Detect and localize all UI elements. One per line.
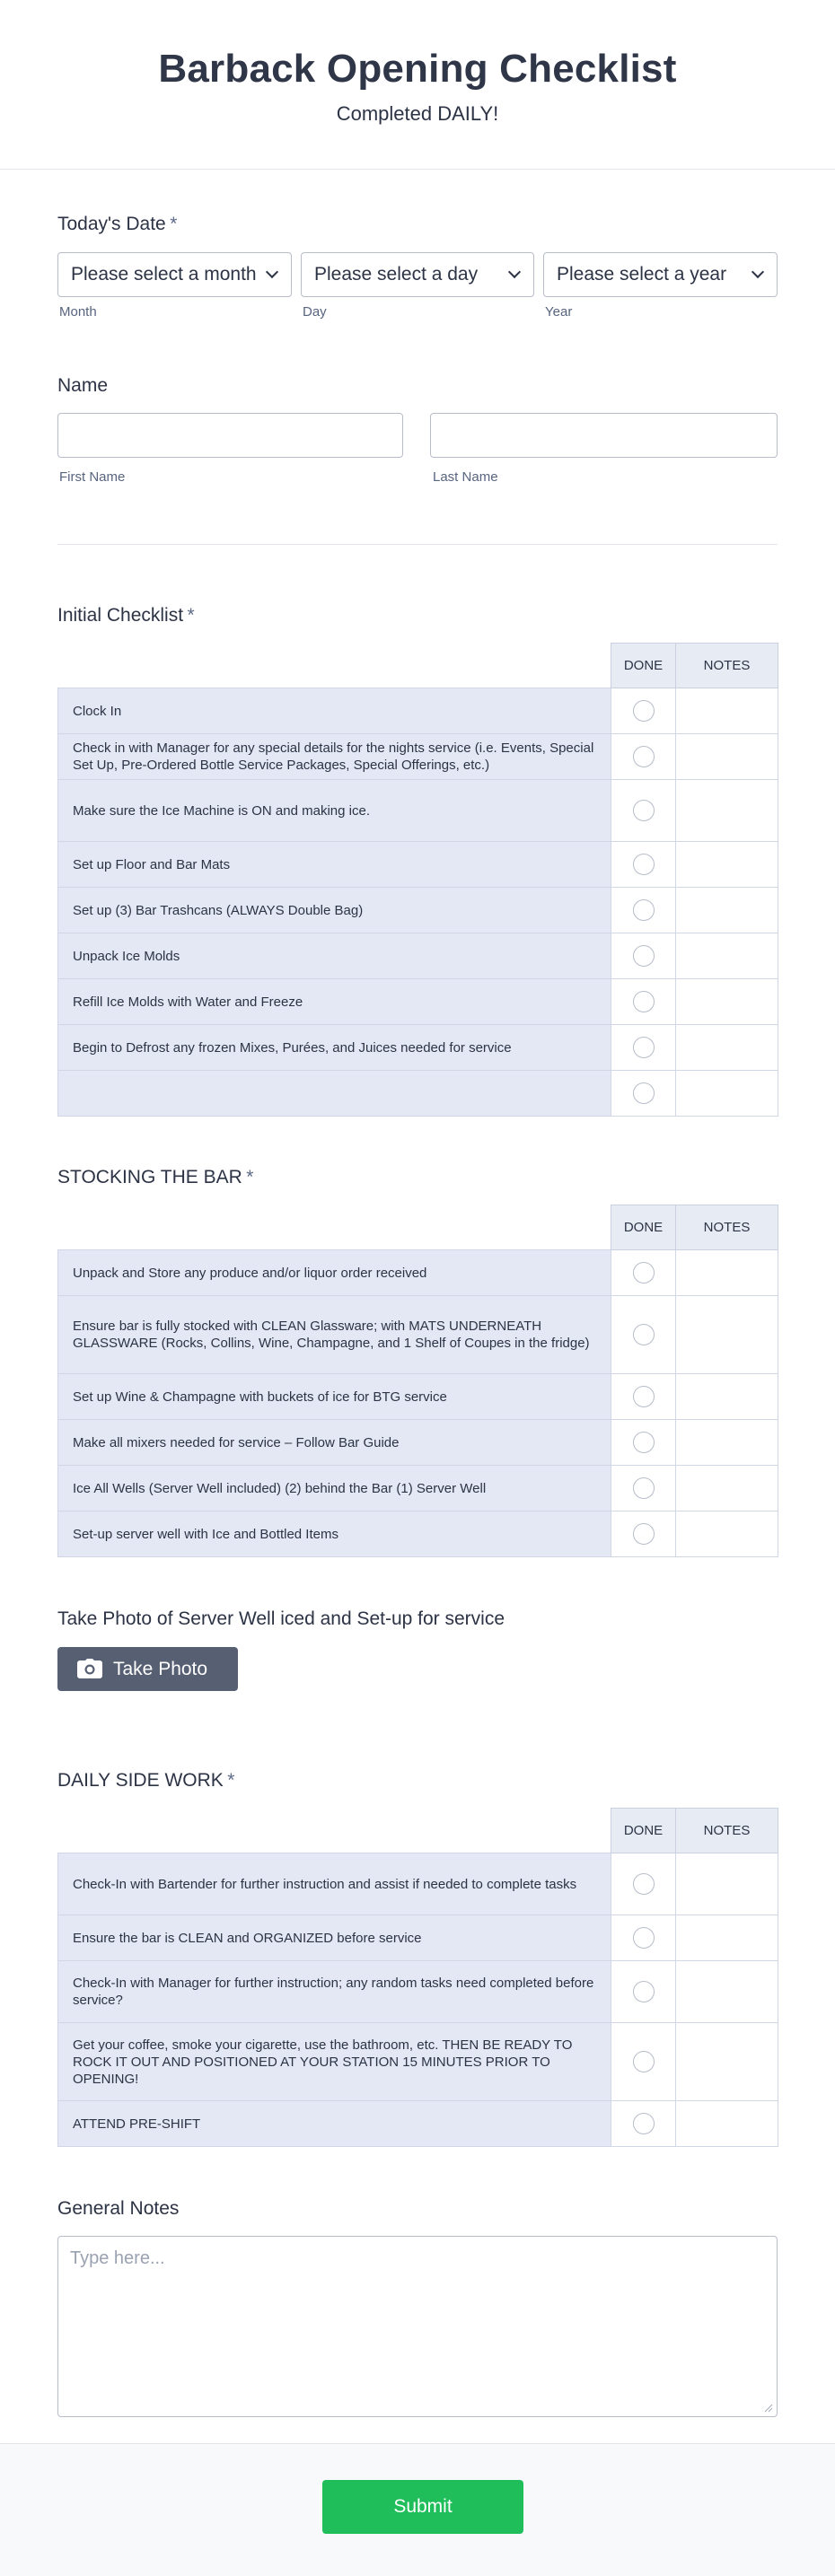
matrix-row	[58, 1374, 778, 1420]
notes-cell[interactable]	[676, 734, 778, 780]
matrix-row-label: Check-In with Manager for further instruction; any random tasks need completed before service?	[58, 1961, 611, 2023]
matrix-row-label: Unpack Ice Molds	[58, 933, 611, 979]
done-radio[interactable]	[633, 1432, 655, 1453]
done-column-header: DONE	[611, 644, 676, 688]
name-label: Name	[57, 375, 109, 396]
matrix-header-row	[58, 644, 778, 688]
matrix-row	[58, 2023, 778, 2101]
done-radio[interactable]	[633, 800, 655, 821]
notes-cell[interactable]	[676, 1250, 778, 1296]
notes-cell[interactable]	[676, 1961, 778, 2023]
matrix-row-label: Make all mixers needed for service – Follow Bar Guide	[58, 1420, 611, 1466]
month-sublabel: Month	[59, 304, 97, 320]
matrix-row-label: Ice All Wells (Server Well included) (2) behind the Bar (1) Server Well	[58, 1466, 611, 1511]
take-photo-button[interactable]: Take Photo	[57, 1647, 238, 1691]
matrix-header-row	[58, 1205, 778, 1250]
notes-column-header: NOTES	[676, 1205, 778, 1250]
matrix-row	[58, 1250, 778, 1296]
notes-cell[interactable]	[676, 1511, 778, 1557]
form-footer	[0, 2443, 835, 2576]
matrix-row	[58, 842, 778, 888]
done-cell	[611, 1374, 676, 1420]
matrix-row	[58, 1420, 778, 1466]
general-notes-textarea[interactable]: Type here...	[57, 2236, 778, 2417]
done-radio[interactable]	[633, 746, 655, 767]
done-radio[interactable]	[633, 1873, 655, 1895]
matrix-row-label: Make sure the Ice Machine is ON and making ice.	[58, 780, 611, 842]
notes-cell[interactable]	[676, 1466, 778, 1511]
first-name-input[interactable]	[57, 413, 403, 458]
notes-cell[interactable]	[676, 1025, 778, 1071]
done-column-header: DONE	[611, 1809, 676, 1853]
matrix-row	[58, 1915, 778, 1961]
done-radio[interactable]	[633, 1037, 655, 1058]
matrix-row-label: Begin to Defrost any frozen Mixes, Purées, and Juices needed for service	[58, 1025, 611, 1071]
camera-icon	[77, 1659, 102, 1678]
matrix-row	[58, 1511, 778, 1557]
done-radio[interactable]	[633, 2051, 655, 2072]
done-cell	[611, 1961, 676, 2023]
notes-cell[interactable]	[676, 2023, 778, 2101]
daily-side-work-matrix	[57, 1808, 778, 2147]
submit-button[interactable]: Submit	[322, 2480, 523, 2534]
year-sublabel: Year	[545, 304, 573, 320]
matrix-row-label: ATTEND PRE-SHIFT	[58, 2101, 611, 2147]
form-header	[0, 0, 835, 170]
stocking-bar-matrix	[57, 1205, 778, 1557]
notes-cell[interactable]	[676, 1420, 778, 1466]
first-name-sublabel: First Name	[59, 469, 126, 485]
section-divider	[57, 544, 778, 545]
done-radio[interactable]	[633, 1523, 655, 1545]
matrix-row-label: Set-up server well with Ice and Bottled Items	[58, 1511, 611, 1557]
matrix-row-label: Set up (3) Bar Trashcans (ALWAYS Double Bag)	[58, 888, 611, 933]
done-cell	[611, 1296, 676, 1374]
matrix-row	[58, 1961, 778, 2023]
year-select[interactable]: Please select a year	[543, 252, 778, 297]
matrix-corner	[58, 644, 611, 688]
done-cell	[611, 888, 676, 933]
notes-cell[interactable]	[676, 688, 778, 734]
done-cell	[611, 1466, 676, 1511]
done-cell	[611, 1250, 676, 1296]
initial-checklist-label: Initial Checklist *	[57, 605, 195, 626]
matrix-row	[58, 1466, 778, 1511]
notes-cell[interactable]	[676, 888, 778, 933]
done-radio[interactable]	[633, 991, 655, 1012]
notes-cell[interactable]	[676, 979, 778, 1025]
done-cell	[611, 933, 676, 979]
done-cell	[611, 734, 676, 780]
matrix-row-label: Clock In	[58, 688, 611, 734]
done-cell	[611, 780, 676, 842]
matrix-row-label: Ensure the bar is CLEAN and ORGANIZED before service	[58, 1915, 611, 1961]
matrix-row	[58, 933, 778, 979]
done-radio[interactable]	[633, 700, 655, 722]
done-cell	[611, 1420, 676, 1466]
last-name-input[interactable]	[430, 413, 778, 458]
notes-cell[interactable]	[676, 1071, 778, 1117]
done-cell	[611, 1915, 676, 1961]
done-radio[interactable]	[633, 2113, 655, 2134]
done-cell	[611, 688, 676, 734]
matrix-row	[58, 2101, 778, 2147]
matrix-row	[58, 688, 778, 734]
matrix-row	[58, 1296, 778, 1374]
matrix-row-label: Set up Floor and Bar Mats	[58, 842, 611, 888]
notes-cell[interactable]	[676, 780, 778, 842]
done-radio[interactable]	[633, 1981, 655, 2002]
matrix-row-label: Check in with Manager for any special details for the nights service (i.e. Events, Special Set Up, Pre-Ordered Bottle Service Packages, Special Offerings, etc.)	[58, 734, 611, 780]
matrix-row	[58, 780, 778, 842]
resize-grip-icon[interactable]	[764, 2404, 773, 2413]
matrix-row-label: Set up Wine & Champagne with buckets of ice for BTG service	[58, 1374, 611, 1420]
done-radio[interactable]	[633, 1082, 655, 1104]
daily-side-work-label: DAILY SIDE WORK *	[57, 1770, 235, 1791]
chevron-down-icon	[508, 266, 521, 278]
done-cell	[611, 1071, 676, 1117]
done-cell	[611, 1853, 676, 1915]
matrix-row-label: Unpack and Store any produce and/or liquor order received	[58, 1250, 611, 1296]
done-cell	[611, 979, 676, 1025]
done-column-header: DONE	[611, 1205, 676, 1250]
matrix-corner	[58, 1809, 611, 1853]
matrix-header-row	[58, 1809, 778, 1853]
matrix-corner	[58, 1205, 611, 1250]
day-sublabel: Day	[303, 304, 327, 320]
done-radio[interactable]	[633, 1386, 655, 1407]
matrix-row-label: Get your coffee, smoke your cigarette, use the bathroom, etc. THEN BE READY TO ROCK IT OUT AND POSITIONED AT YOUR STATION 15 MINUTES PRIOR TO OPENING!	[58, 2023, 611, 2101]
notes-column-header: NOTES	[676, 644, 778, 688]
done-radio[interactable]	[633, 1324, 655, 1345]
done-cell	[611, 2101, 676, 2147]
chevron-down-icon	[752, 266, 764, 278]
notes-cell[interactable]	[676, 2101, 778, 2147]
done-cell	[611, 1511, 676, 1557]
notes-cell[interactable]	[676, 1374, 778, 1420]
matrix-row	[58, 888, 778, 933]
notes-cell[interactable]	[676, 1296, 778, 1374]
form-subtitle: Completed DAILY!	[336, 102, 499, 125]
form-title: Barback Opening Checklist	[158, 47, 677, 91]
general-notes-label: General Notes	[57, 2198, 180, 2219]
notes-cell[interactable]	[676, 1915, 778, 1961]
matrix-row	[58, 734, 778, 780]
notes-cell[interactable]	[676, 1853, 778, 1915]
matrix-row-label: Refill Ice Molds with Water and Freeze	[58, 979, 611, 1025]
month-select[interactable]: Please select a month	[57, 252, 292, 297]
matrix-row	[58, 1025, 778, 1071]
done-radio[interactable]	[633, 1927, 655, 1949]
notes-cell[interactable]	[676, 933, 778, 979]
day-select[interactable]: Please select a day	[301, 252, 534, 297]
last-name-sublabel: Last Name	[433, 469, 498, 485]
done-radio[interactable]	[633, 1477, 655, 1499]
date-label: Today's Date *	[57, 214, 178, 234]
done-cell	[611, 842, 676, 888]
done-cell	[611, 1025, 676, 1071]
matrix-row	[58, 979, 778, 1025]
done-radio[interactable]	[633, 1262, 655, 1284]
done-radio[interactable]	[633, 945, 655, 967]
photo-label: Take Photo of Server Well iced and Set-up for service	[57, 1608, 505, 1629]
matrix-row	[58, 1853, 778, 1915]
notes-column-header: NOTES	[676, 1809, 778, 1853]
done-radio[interactable]	[633, 854, 655, 875]
done-cell	[611, 2023, 676, 2101]
chevron-down-icon	[266, 266, 278, 278]
done-radio[interactable]	[633, 899, 655, 921]
initial-checklist-matrix	[57, 643, 778, 1117]
matrix-row-label	[58, 1071, 611, 1117]
matrix-row	[58, 1071, 778, 1117]
notes-cell[interactable]	[676, 842, 778, 888]
matrix-row-label: Check-In with Bartender for further instruction and assist if needed to complete tasks	[58, 1853, 611, 1915]
stocking-bar-label: STOCKING THE BAR *	[57, 1167, 254, 1187]
matrix-row-label: Ensure bar is fully stocked with CLEAN Glassware; with MATS UNDERNEATH GLASSWARE (Rocks, Collins, Wine, Champagne, and 1 Shelf of Coupes in the fridge)	[58, 1296, 611, 1374]
